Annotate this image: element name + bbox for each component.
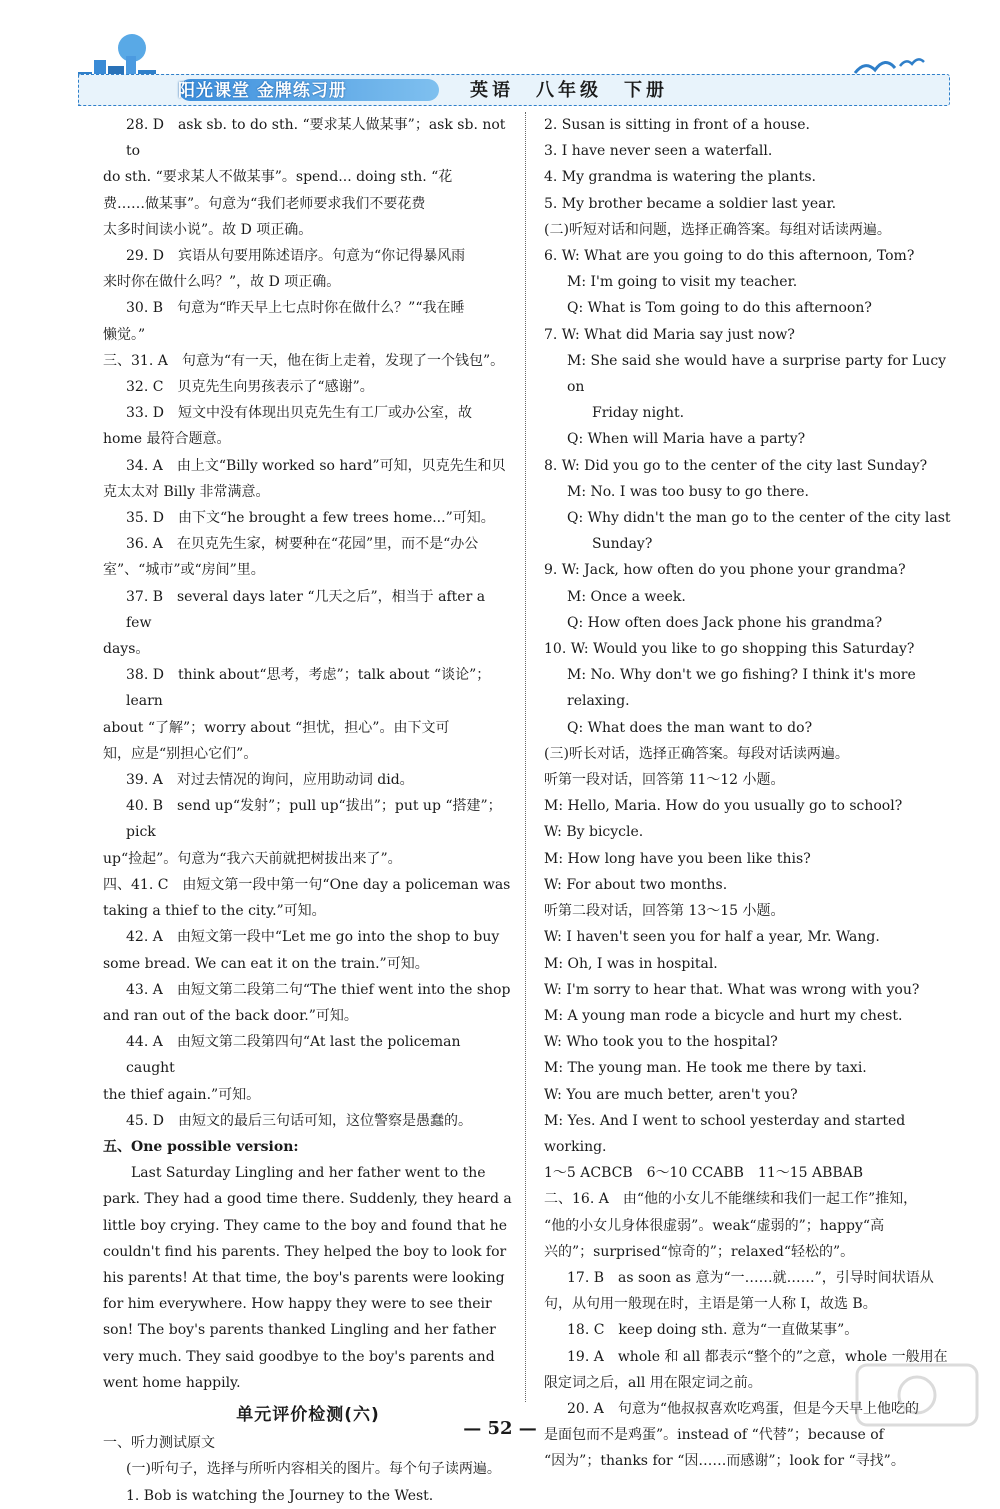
- listening-line: Q: What is Tom going to do this afternoon?: [567, 300, 872, 317]
- listening-line: 4. My grandma is watering the plants.: [544, 169, 816, 186]
- listening-line: 19. A whole 和 all 都表示“整个的”之意，whole 一般用在: [567, 1348, 948, 1365]
- listening-line: 17. B as soon as 意为“一……就……”，引导时间状语从: [567, 1269, 934, 1286]
- answer-line: 35. D 由下文“he brought a few trees home...”可知。: [126, 510, 495, 527]
- answer-line: 知，应是“别担心它们”。: [103, 745, 258, 762]
- listening-line: 3. I have never seen a waterfall.: [544, 143, 773, 160]
- listening-line: Friday night.: [592, 405, 685, 422]
- listening-line: Q: Why didn't the man go to the center of the city last: [567, 510, 951, 527]
- answer-line: 28. D ask sb. to do sth. “要求某人做某事”；ask sb. not to: [126, 117, 506, 160]
- listening-line: (三)听长对话，选择正确答案。每段对话读两遍。: [544, 745, 849, 762]
- listening-line: W: By bicycle.: [544, 824, 644, 841]
- listening-line: M: How long have you been like this?: [544, 850, 811, 867]
- answer-line: 36. A 在贝克先生家，树要种在“花园”里，而不是“办公: [126, 536, 479, 553]
- answer-line: the thief again.”可知。: [103, 1086, 261, 1103]
- listening-line: M: Once a week.: [567, 588, 686, 605]
- listening-line: M: She said she would have a surprise party for Lucy on: [567, 352, 947, 396]
- answer-line: 29. D 宾语从句要用陈述语序。句意为“你记得暴风雨: [126, 248, 466, 265]
- listening-line: 10. W: Would you like to go shopping this Saturday?: [544, 641, 915, 658]
- listening-line: 限定词之后，all 用在限定词之前。: [544, 1374, 762, 1391]
- listening-line: M: I'm going to visit my teacher.: [567, 274, 798, 291]
- answer-line: 38. D think about“思考，考虑”；talk about “谈论”；learn: [126, 667, 491, 710]
- right-column: [544, 112, 954, 1475]
- listening-line: W: I'm sorry to hear that. What was wrong with you?: [544, 981, 920, 998]
- listening-line: 是面包而不是鸡蛋”。instead of “代替”；because of: [544, 1427, 884, 1444]
- listening-line: W: You are much better, aren't you?: [544, 1086, 798, 1103]
- answer-line: 43. A 由短文第二段第二句“The thief went into the shop: [126, 981, 511, 998]
- answer-line: 44. A 由短文第二段第四句“At last the policeman caught: [126, 1034, 461, 1077]
- series-title: 阳光课堂 金牌练习册: [178, 81, 347, 101]
- answer-line: 室”、“城市”或“房间”里。: [103, 562, 265, 579]
- answer-line: up“捡起”。句意为“我六天前就把树拔出来了”。: [103, 850, 402, 867]
- listening-line: 1～5 ACBCB 6～10 CCABB 11～15 ABBAB: [544, 1165, 864, 1182]
- essay-paragraph: Last Saturday Lingling and her father went to the park. They had a good time there. Suddenly, they heard a little boy crying. They came to the boy and found that he couldn't find his parents. They helped the boy to look for his parents! At that time, the boy's parents were looking for him everywhere. How happy they were to see their son! The boy's parents thanked Lingling and her father very much. They said goodbye to the boy's parents and went home happily.: [103, 1165, 512, 1391]
- listening-line: Q: How often does Jack phone his grandma?: [567, 614, 883, 631]
- listening-line: M: The young man. He took me there by taxi.: [544, 1060, 867, 1077]
- listening-line: “因为”；thanks for “因……而感谢”；look for “寻找”。: [544, 1453, 905, 1470]
- listening-line: 18. C keep doing sth. 意为“一直做某事”。: [567, 1322, 859, 1339]
- answer-line: 三、31. A 句意为“有一天，他在街上走着，发现了一个钱包”。: [103, 352, 505, 369]
- listening-line: “他的小女儿身体很虚弱”。weak“虚弱的”；happy“高: [544, 1217, 885, 1234]
- answer-line: 33. D 短文中没有体现出贝克先生有工厂或办公室，故: [126, 405, 472, 422]
- listening-line: M: No. I was too busy to go there.: [567, 483, 809, 500]
- answer-line: 克太太对 Billy 非常满意。: [103, 483, 270, 500]
- listening-line: Sunday?: [592, 536, 653, 553]
- listening-line: M: Oh, I was in hospital.: [544, 955, 718, 972]
- watermark-icon: [852, 1360, 982, 1430]
- answer-line: and ran out of the back door.”可知。: [103, 1007, 358, 1024]
- answer-line: 39. A 对过去情况的询问，应用助动词 did。: [126, 772, 414, 789]
- answer-line: some bread. We can eat it on the train.”可知。: [103, 955, 429, 972]
- listening-line: W: For about two months.: [544, 876, 728, 893]
- listening-line: W: I haven't seen you for half a year, Mr. Wang.: [544, 929, 880, 946]
- listening-line: 6. W: What are you going to do this afternoon, Tom?: [544, 248, 915, 265]
- listening-line: Q: What does the man want to do?: [567, 719, 813, 736]
- left-column: [103, 112, 513, 1509]
- listening-line: 8. W: Did you go to the center of the city last Sunday?: [544, 457, 928, 474]
- answer-line: 34. A 由上文“Billy worked so hard”可知，贝克先生和贝: [126, 457, 506, 474]
- listening-line: 20. A 句意为“他叔叔喜欢吃鸡蛋，但是今天早上他吃的: [567, 1400, 919, 1417]
- answer-line: 30. B 句意为“昨天早上七点时你在做什么？”“我在睡: [126, 300, 465, 317]
- answer-line: 45. D 由短文的最后三句话可知，这位警察是愚蠢的。: [126, 1112, 472, 1129]
- page-header: [70, 30, 950, 120]
- answer-line: 40. B send up“发射”；pull up“拔出”；put up “搭建”；pick: [126, 798, 502, 841]
- answer-line: 来时你在做什么吗？”，故 D 项正确。: [103, 274, 341, 291]
- answer-line: 37. B several days later “几天之后”，相当于 after a few: [126, 588, 486, 631]
- listening-line: (二)听短对话和问题，选择正确答案。每组对话读两遍。: [544, 221, 891, 238]
- listening-line: Q: When will Maria have a party?: [567, 431, 806, 448]
- answer-line: do sth. “要求某人不做某事”。spend... doing sth. “花: [103, 169, 453, 186]
- answer-line: 42. A 由短文第一段中“Let me go into the shop to buy: [126, 929, 500, 946]
- answer-line: 四、41. C 由短文第一段中第一句“One day a policeman was: [103, 876, 511, 893]
- listening-line: W: Who took you to the hospital?: [544, 1034, 778, 1051]
- listening-line: 2. Susan is sitting in front of a house.: [544, 117, 810, 133]
- listening-line: (一)听句子，选择与所听内容相关的图片。每个句子读两遍。: [126, 1461, 501, 1478]
- answer-line: 懒觉。”: [103, 326, 146, 343]
- listening-line: 听第一段对话，回答第 11～12 小题。: [544, 772, 785, 789]
- listening-line: 1. Bob is watching the Journey to the West.: [126, 1487, 434, 1504]
- listening-line: M: A young man rode a bicycle and hurt my chest.: [544, 1007, 903, 1024]
- birds-icon: [850, 48, 930, 88]
- answer-line: 32. C 贝克先生向男孩表示了“感谢”。: [126, 379, 374, 396]
- answer-line: home 最符合题意。: [103, 431, 231, 448]
- listening-line: 句，从句用一般现在时，主语是第一人称 I，故选 B。: [544, 1296, 877, 1313]
- listening-line: 二、16. A 由“他的小女儿不能继续和我们一起工作”推知，: [544, 1191, 918, 1208]
- listening-line: 5. My brother became a soldier last year.: [544, 195, 837, 212]
- answer-line: 费……做某事”。句意为“我们老师要求我们不要花费: [103, 195, 426, 212]
- listening-line: 9. W: Jack, how often do you phone your grandma?: [544, 562, 906, 579]
- answer-line: about “了解”；worry about “担忧，担心”。由下文可: [103, 719, 450, 736]
- answer-line: days。: [103, 641, 150, 658]
- listening-line: 兴的”；surprised“惊奇的”；relaxed“轻松的”。: [544, 1243, 855, 1260]
- section-title: 单元评价检测(六): [236, 1404, 380, 1425]
- column-divider: [525, 112, 526, 1402]
- subject-title: 英语 八年级 下册: [470, 80, 668, 101]
- listening-line: 一、听力测试原文: [103, 1435, 215, 1452]
- listening-line: M: Hello, Maria. How do you usually go to school?: [544, 798, 903, 815]
- listening-line: 7. W: What did Maria say just now?: [544, 326, 795, 343]
- answer-line: taking a thief to the city.”可知。: [103, 903, 326, 920]
- answer-line: 五、One possible version:: [103, 1138, 299, 1155]
- listening-line: 听第二段对话，回答第 13～15 小题。: [544, 903, 785, 920]
- answer-line: 太多时间读小说”。故 D 项正确。: [103, 221, 313, 238]
- listening-line: M: Yes. And I went to school yesterday and started working.: [544, 1112, 906, 1155]
- listening-line: M: No. Why don't we go fishing? I think it's more relaxing.: [567, 667, 916, 710]
- page-number: — 52 —: [463, 1418, 537, 1439]
